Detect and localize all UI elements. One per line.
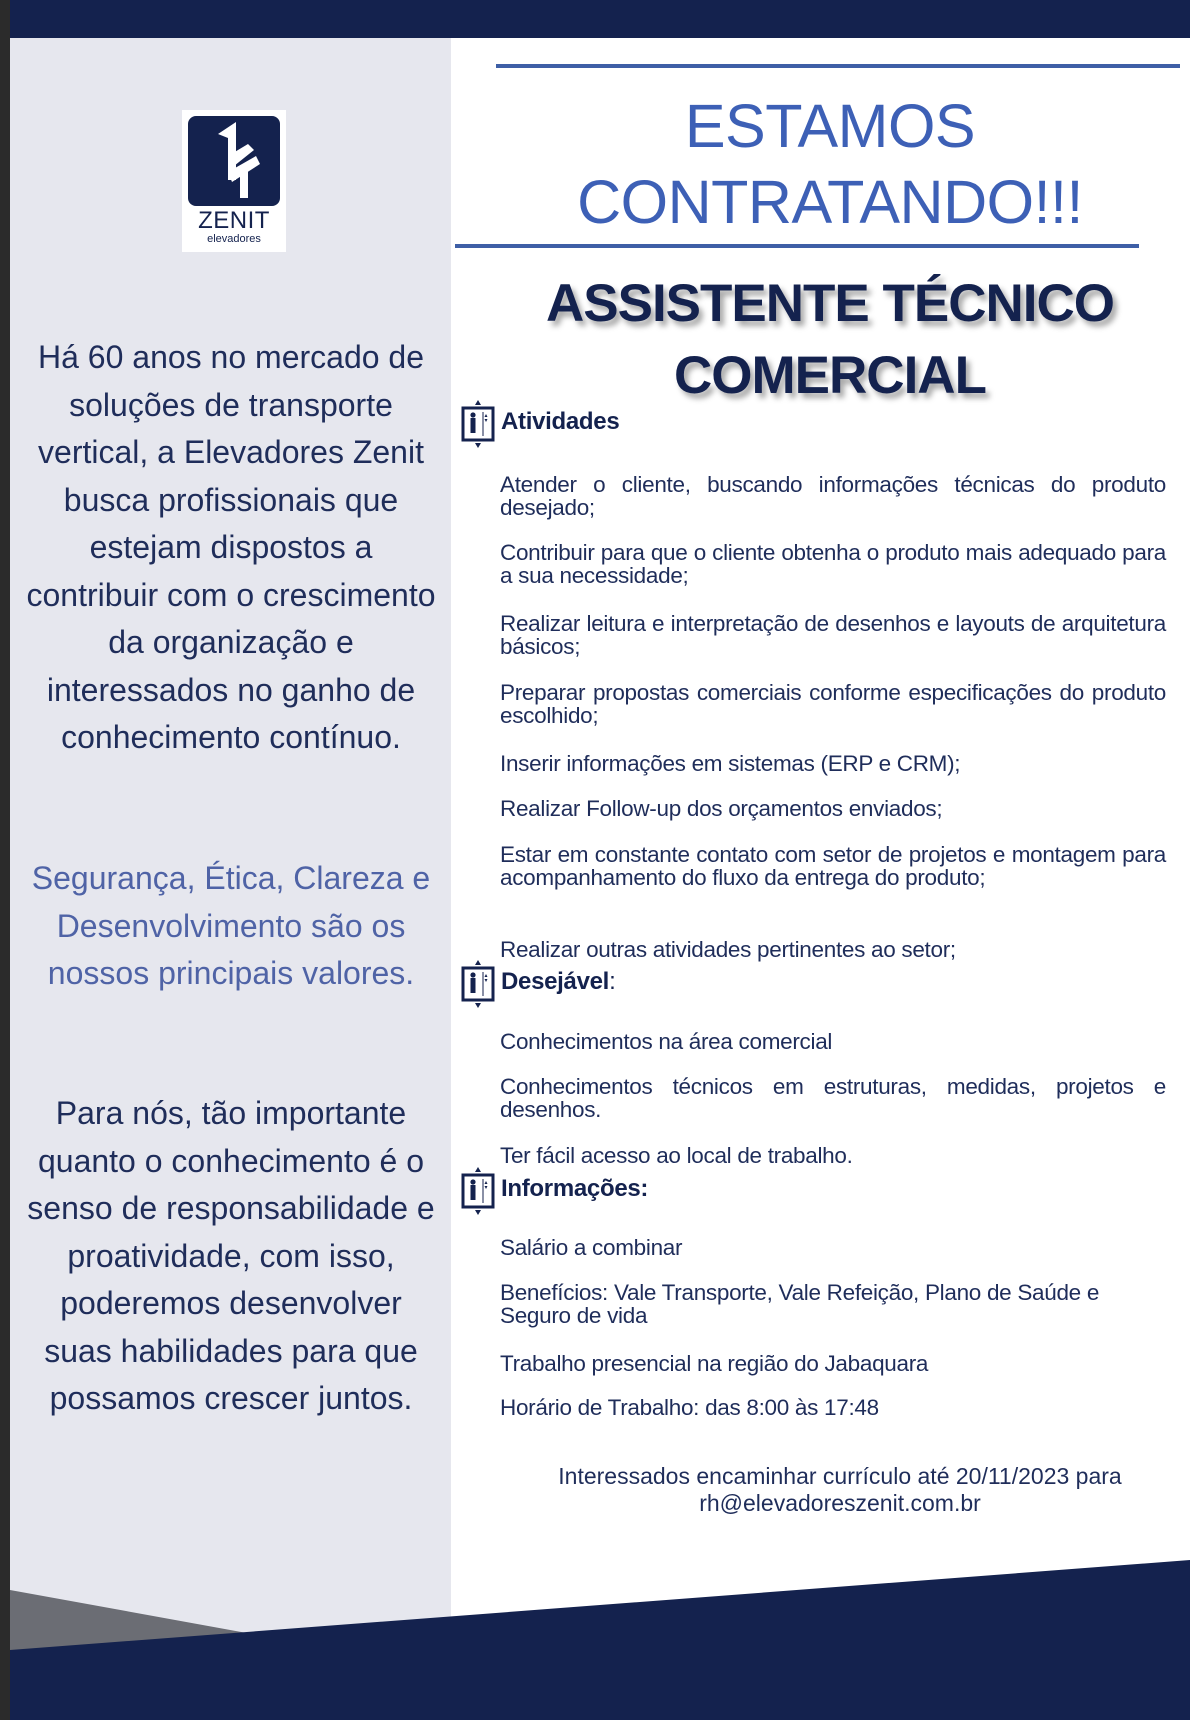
section-label-info: Informações:: [501, 1175, 649, 1202]
elevator-logo-icon: [188, 116, 280, 206]
activity-item: Preparar propostas comerciais conforme especificações do produto escolhido;: [500, 680, 1166, 728]
job-title-line-1: ASSISTENTE TÉCNICO: [545, 274, 1114, 333]
desirable-colon: :: [609, 968, 616, 995]
logo-name: ZENIT: [198, 207, 270, 234]
info-item: Horário de Trabalho: das 8:00 às 17:48: [500, 1395, 879, 1420]
hiring-line-1: ESTAMOS: [684, 92, 976, 160]
footer-decoration: [10, 1560, 1190, 1720]
section-label-desirable: [501, 968, 615, 996]
logo-subtitle: elevadores: [207, 233, 261, 245]
elevator-icon: [458, 400, 498, 448]
job-title: [455, 268, 1190, 412]
section-desirable: [458, 960, 1158, 1000]
contact-instruction: Interessados encaminhar currículo até 20/11/2023 para: [558, 1463, 1122, 1489]
activity-item: Realizar outras atividades pertinentes ao setor;: [500, 937, 956, 962]
contact-email[interactable]: rh@elevadoreszenit.com.br: [699, 1490, 981, 1516]
info-item: Trabalho presencial na região do Jabaquara: [500, 1351, 929, 1376]
info-item: Salário a combinar: [500, 1235, 683, 1260]
activity-item: Inserir informações em sistemas (ERP e CRM);: [500, 751, 961, 776]
company-values: Segurança, Ética, Clareza e Desenvolvimento são os nossos principais valores.: [31, 860, 431, 991]
desirable-label-text: Desejável: [501, 968, 610, 995]
company-closing: Para nós, tão importante quanto o conhecimento é o senso de responsabilidade e proatividade, com isso, poderemos desenvolver suas habilidades para que possamos crescer juntos.: [27, 1095, 435, 1416]
info-item: Benefícios: Vale Transporte, Vale Refeição, Plano de Saúde e Seguro de vida: [500, 1280, 1100, 1328]
section-info: [458, 1167, 1158, 1207]
company-intro: Há 60 anos no mercado de soluções de transporte vertical, a Elevadores Zenit busca profissionais que estejam dispostos a contribuir com o crescimento da organização e interessados no ganho de conhecimento contínuo.: [26, 339, 436, 755]
job-flyer: [10, 0, 1190, 1720]
job-title-line-2: COMERCIAL: [674, 346, 986, 405]
top-banner: [10, 0, 1190, 38]
elevator-icon: [458, 1167, 498, 1215]
desirable-item: Conhecimentos técnicos em estruturas, medidas, projetos e desenhos.: [500, 1074, 1166, 1122]
company-logo: [182, 110, 286, 252]
activity-item: Estar em constante contato com setor de projetos e montagem para acompanhamento do fluxo da entrega do produto;: [500, 842, 1166, 890]
hiring-line-2: CONTRATANDO!!!: [577, 168, 1083, 236]
contact-info: [490, 1463, 1190, 1517]
hiring-headline: [455, 88, 1190, 240]
middle-divider: [455, 244, 1139, 248]
activity-item: Realizar Follow-up dos orçamentos enviados;: [500, 796, 943, 821]
section-label-activities: Atividades: [501, 408, 620, 435]
activity-item: Realizar leitura e interpretação de desenhos e layouts de arquitetura básicos;: [500, 611, 1166, 659]
desirable-item: Ter fácil acesso ao local de trabalho.: [500, 1143, 853, 1168]
section-activities: [458, 400, 1158, 440]
elevator-icon: [458, 960, 498, 1008]
desirable-item: Conhecimentos na área comercial: [500, 1029, 833, 1054]
top-divider: [496, 64, 1180, 68]
activity-item: Atender o cliente, buscando informações técnicas do produto desejado;: [500, 472, 1166, 520]
activity-item: Contribuir para que o cliente obtenha o produto mais adequado para a sua necessidade;: [500, 540, 1166, 588]
